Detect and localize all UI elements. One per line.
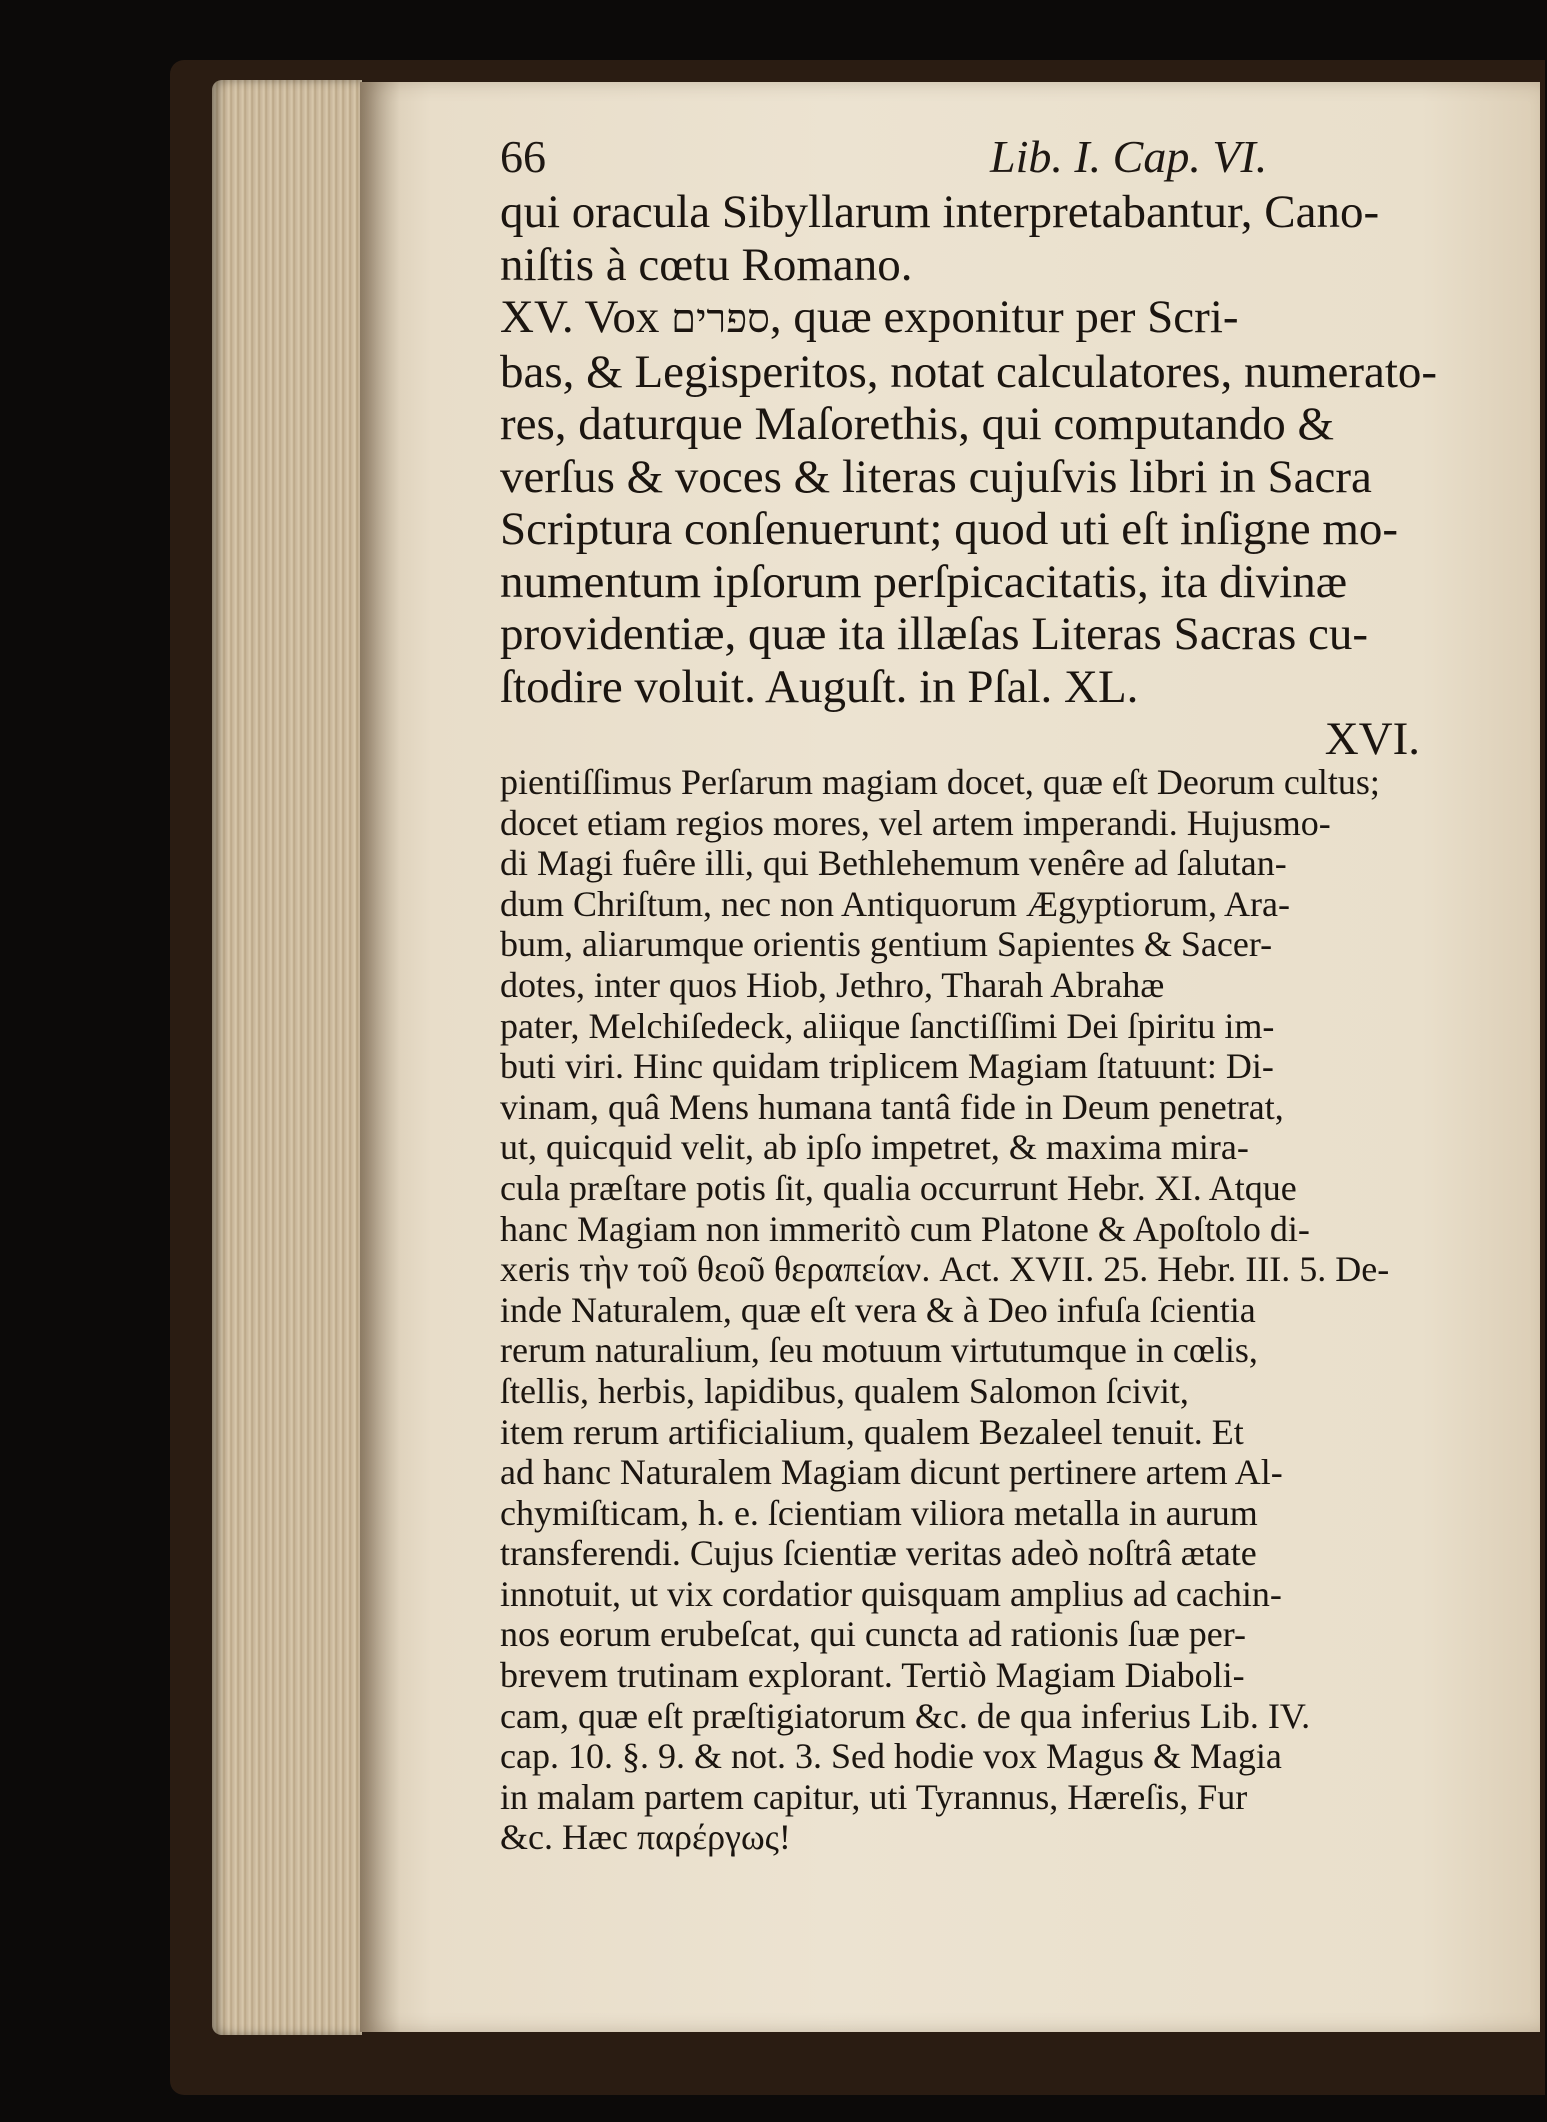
running-head xyxy=(500,130,1460,190)
gutter-shadow xyxy=(360,82,400,2032)
text-line: niſtis à cœtu Romano. xyxy=(500,238,913,291)
page-edges xyxy=(212,80,362,2035)
note-line: brevem trutinam explorant. Tertiò Magiam Diaboli- xyxy=(500,1655,1245,1696)
footnote-text xyxy=(500,762,1460,1858)
note-line: transferendi. Cujus ſcientiæ veritas adeò noſtrâ ætate xyxy=(500,1533,1257,1574)
text-line: ſtodire voluit. Auguſt. in Pſal. XL. xyxy=(500,660,1139,713)
note-line: &c. Hæc παρέργως! xyxy=(500,1817,791,1858)
note-line: pientiſſimus Perſarum magiam docet, quæ eſt Deorum cultus; xyxy=(500,762,1380,802)
note-line: cula præſtare potis ſit, qualia occurrunt Hebr. XI. Atque xyxy=(500,1167,1297,1208)
text-line: Scriptura conſenuerunt; quod uti eſt inſigne mo- xyxy=(500,503,1399,555)
note-line: cap. 10. §. 9. & not. 3. Sed hodie vox Magus & Magia xyxy=(500,1736,1282,1777)
hebrew-word: ספרים xyxy=(671,296,770,342)
note-line: ut, quicquid velit, ab ipſo impetret, & maxima mira- xyxy=(500,1127,1249,1168)
text-fragment: , quæ exponitur per Scri- xyxy=(769,291,1239,343)
text-line: providentiæ, quæ ita illæſas Literas Sacras cu- xyxy=(500,608,1369,660)
chapter-title: Lib. I. Cap. VI. xyxy=(990,131,1268,182)
note-line: dum Chriſtum, nec non Antiquorum Ægyptiorum, Ara- xyxy=(500,883,1290,924)
text-line: verſus & voces & literas cujuſvis libri in Sacra xyxy=(500,450,1372,503)
text-fragment: XV. Vox xyxy=(500,291,672,343)
note-line: inde Naturalem, quæ eſt vera & à Deo infuſa ſcientia xyxy=(500,1289,1256,1330)
note-line: in malam partem capitur, uti Tyrannus, Hæreſis, Fur xyxy=(500,1776,1248,1817)
note-line: ad hanc Naturalem Magiam dicunt pertinere artem Al- xyxy=(500,1452,1283,1493)
main-text xyxy=(500,186,1460,766)
book-page xyxy=(360,82,1540,2032)
note-line: xeris τὴν τοῦ θεοῦ θεραπείαν. Act. XVII. 25. Hebr. III. 5. De- xyxy=(500,1249,1390,1290)
note-line: nos eorum erubeſcat, qui cuncta ad rationis ſuæ per- xyxy=(500,1614,1247,1655)
note-line: pater, Melchiſedeck, aliique ſanctiſſimi Dei ſpiritu im- xyxy=(500,1005,1275,1046)
section-number: XVI. xyxy=(1324,713,1420,765)
text-line: numentum ipſorum perſpicacitatis, ita divinæ xyxy=(500,555,1348,608)
note-line: ſtellis, herbis, lapidibus, qualem Salomon ſcivit, xyxy=(500,1370,1189,1411)
note-line: bum, aliarumque orientis gentium Sapientes & Sacer- xyxy=(500,924,1273,965)
note-line: dotes, inter quos Hiob, Jethro, Tharah Abrahæ xyxy=(500,964,1165,1005)
note-line: cam, quæ eſt præſtigiatorum &c. de qua inferius Lib. IV. xyxy=(500,1695,1311,1736)
text-line: res, daturque Maſorethis, qui computando & xyxy=(500,398,1335,450)
note-line: di Magi fuêre illi, qui Bethlehemum venêre ad ſalutan- xyxy=(500,843,1287,884)
text-line: bas, & Legisperitos, notat calculatores, numerato- xyxy=(500,345,1438,398)
note-line: innotuit, ut vix cordatior quisquam amplius ad cachin- xyxy=(500,1573,1282,1614)
note-line: buti viri. Hinc quidam triplicem Magiam ſtatuunt: Di- xyxy=(500,1046,1274,1087)
note-line: vinam, quâ Mens humana tantâ fide in Deum penetrat, xyxy=(500,1086,1284,1127)
note-line: docet etiam regios mores, vel artem imperandi. Hujusmo- xyxy=(500,802,1331,843)
note-line: chymiſticam, h. e. ſcientiam viliora metalla in aurum xyxy=(500,1492,1258,1533)
page-number: 66 xyxy=(500,131,546,182)
note-line: hanc Magiam non immeritò cum Platone & Apoſtolo di- xyxy=(500,1208,1310,1249)
note-line: rerum naturalium, ſeu motuum virtutumque in cœlis, xyxy=(500,1330,1258,1371)
text-line: qui oracula Sibyllarum interpretabantur, Cano- xyxy=(500,186,1380,238)
note-line: item rerum artificialium, qualem Bezaleel tenuit. Et xyxy=(500,1411,1244,1452)
text-line-hebrew xyxy=(500,291,1460,346)
